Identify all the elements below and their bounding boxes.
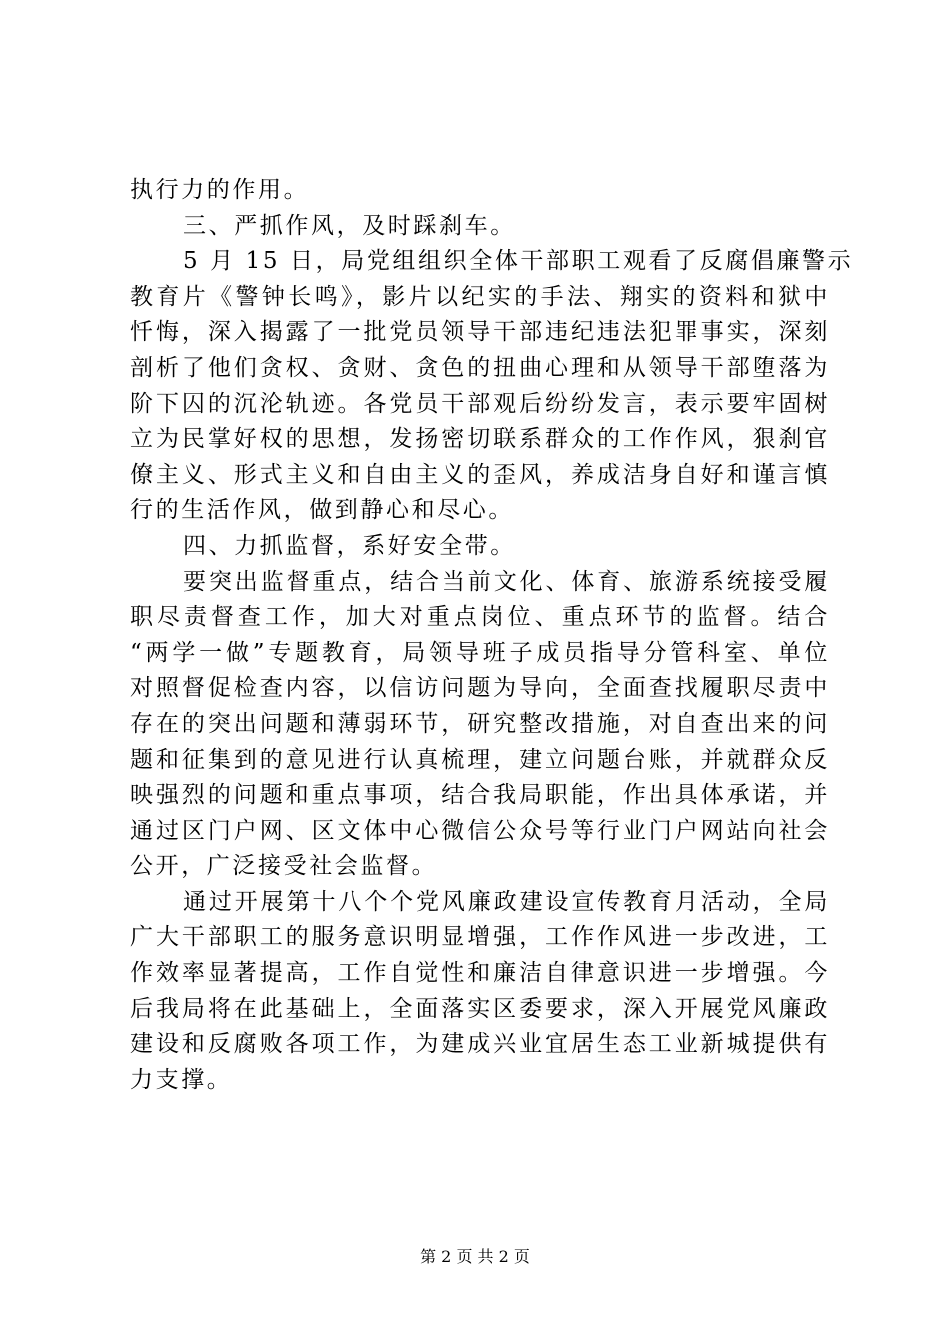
text-line: 存在的突出问题和薄弱环节，研究整改措施，对自查出来的问 [130,710,830,737]
section-heading: 三、严抓作风，及时踩刹车。 [183,212,516,239]
text-line: 僚主义、形式主义和自由主义的歪风，养成洁身自好和谨言慎 [130,461,830,488]
section-heading: 四、力抓监督，系好安全带。 [183,532,516,559]
text-line: 对照督促检查内容，以信访问题为导向，全面查找履职尽责中 [130,675,830,702]
text-line: 后我局将在此基础上，全面落实区委要求，深入开展党风廉政 [130,995,830,1022]
text-line: 阶下囚的沉沦轨迹。各党员干部观后纷纷发言，表示要牢固树 [130,390,830,417]
text-line: 剖析了他们贪权、贪财、贪色的扭曲心理和从领导干部堕落为 [130,354,830,381]
text-line: 通过开展第十八个个党风廉政建设宣传教育月活动，全局 [183,888,830,915]
text-line: 要突出监督重点，结合当前文化、体育、旅游系统接受履 [183,568,830,595]
text-line: 执行力的作用。 [130,177,310,203]
text-line: 建设和反腐败各项工作，为建成兴业宜居生态工业新城提供有 [130,1031,830,1058]
text-line: 教育片《警钟长鸣》，影片以纪实的手法、翔实的资料和狱中 [130,283,830,310]
text-line: 映强烈的问题和重点事项，结合我局职能，作出具体承诺，并 [130,782,830,809]
document-body [130,173,854,1098]
text-line: 公开，广泛接受社会监督。 [130,853,438,880]
page-footer: 第 2 页 共 2 页 [420,1247,530,1266]
text-line: “两学一做”专题教育，局领导班子成员指导分管科室、单位 [130,639,830,666]
text-line: 力支撑。 [130,1066,233,1093]
text-line: 通过区门户网、区文体中心微信公众号等行业门户网站向社会 [130,817,830,844]
text-line: 行的生活作风，做到静心和尽心。 [130,497,514,524]
text-line: 职尽责督查工作，加大对重点岗位、重点环节的监督。结合 [130,604,830,631]
text-line: 题和征集到的意见进行认真梳理，建立问题台账，并就群众反 [130,746,830,773]
text-line: 作效率显著提高，工作自觉性和廉洁自律意识进一步增强。今 [130,960,830,987]
text-line: 5 月 15 日，局党组组织全体干部职工观看了反腐倡廉警示 [183,248,854,275]
text-line: 广大干部职工的服务意识明显增强，工作作风进一步改进，工 [130,924,830,951]
text-line: 忏悔，深入揭露了一批党员领导干部违纪违法犯罪事实，深刻 [130,319,830,346]
text-line: 立为民掌好权的思想，发扬密切联系群众的工作作风，狠刹官 [130,426,830,453]
